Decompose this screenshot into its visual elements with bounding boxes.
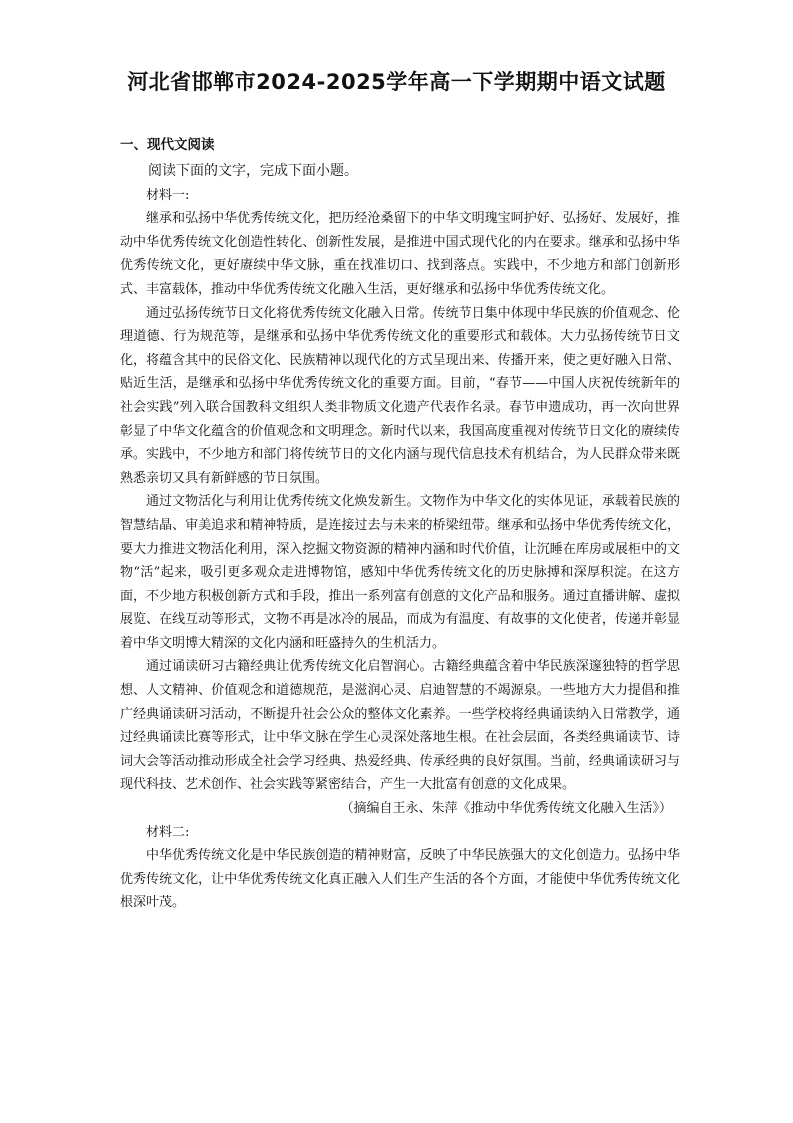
reading-passage bbox=[120, 160, 680, 915]
paragraph: 中华优秀传统文化是中华民族创造的精神财富，反映了中华民族强大的文化创造力。弘扬中华优秀传统文化，让中华优秀传统文化真正融入人们生产生活的各个方面，才能使中华优秀传统文化根深叶茂。 bbox=[120, 848, 680, 911]
instruction-text: 阅读下面的文字，完成下面小题。 bbox=[148, 163, 358, 179]
document-title: 河北省邯郸市2024-2025学年高一下学期期中语文试题 bbox=[127, 70, 666, 94]
material-one-source: （摘编自王永、朱萍《推动中华优秀传统文化融入生活》） bbox=[340, 801, 672, 817]
material-one-label: 材料一: bbox=[146, 187, 190, 203]
paragraph: 通过文物活化与利用让优秀传统文化焕发新生。文物作为中华文化的实体见证，承载着民族的智慧结晶、审美追求和精神特质，是连接过去与未来的桥梁纽带。继承和弘扬中华优秀传统文化，要大力推进文物活化利用，深入挖掘文物资源的精神内涵和时代价值，让沉睡在库房或展柜中的文物“活”起来，吸引更多观众走进博物馆，感知中华优秀传统文化的历史脉搏和深厚积淀。在这方面，不少地方积极创新方式和手段，推出一系列富有创意的文化产品和服务。通过直播讲解、虚拟展览、在线互动等形式，文物不再是冰冷的展品，而成为有温度、有故事的文化使者，传递并彰显着中华文明博大精深的文化内涵和旺盛持久的生机活力。 bbox=[120, 494, 680, 651]
paragraph: 通过诵读研习古籍经典让优秀传统文化启智润心。古籍经典蕴含着中华民族深邃独特的哲学思想、人文精神、价值观念和道德规范，是滋润心灵、启迪智慧的不竭源泉。一些地方大力提倡和推广经典诵读研习活动，不断提升社会公众的整体文化素养。一些学校将经典诵读纳入日常教学，通过经典诵读比赛等形式，让中华文脉在学生心灵深处落地生根。在社会层面，各类经典诵读节、诗词大会等活动推动形成全社会学习经典、热爱经典、传承经典的良好氛围。当前，经典诵读研习与现代科技、艺术创作、社会实践等紧密结合，产生一大批富有创意的文化成果。 bbox=[120, 659, 680, 793]
section-heading: 一、现代文阅读 bbox=[120, 137, 215, 153]
paragraph: 通过弘扬传统节日文化将优秀传统文化融入日常。传统节日集中体现中华民族的价值观念、伦理道德、行为规范等，是继承和弘扬中华优秀传统文化的重要形式和载体。大力弘扬传统节日文化，将蕴含其中的民俗文化、民族精神以现代化的方式呈现出来、传播开来，使之更好融入日常、贴近生活，是继承和弘扬中华优秀传统文化的重要方面。目前，“春节——中国人庆祝传统新年的社会实践”列入联合国教科文组织人类非物质文化遗产代表作名录。春节申遗成功，再一次向世界彰显了中华文化蕴含的价值观念和文明理念。新时代以来，我国高度重视对传统节日文化的赓续传承。实践中，不少地方和部门将传统节日的文化内涵与现代信息技术有机结合，为人民群众带来既熟悉亲切又具有新鲜感的节日氛围。 bbox=[120, 305, 680, 486]
material-two-label: 材料二: bbox=[146, 824, 190, 840]
paragraph: 继承和弘扬中华优秀传统文化，把历经沧桑留下的中华文明瑰宝呵护好、弘扬好、发展好，推动中华优秀传统文化创造性转化、创新性发展，是推进中国式现代化的内在要求。继承和弘扬中华优秀传统文化，更好赓续中华文脉，重在找准切口、找到落点。实践中，不少地方和部门创新形式、丰富载体，推动中华优秀传统文化融入生活，更好继承和弘扬中华优秀传统文化。 bbox=[120, 211, 680, 297]
